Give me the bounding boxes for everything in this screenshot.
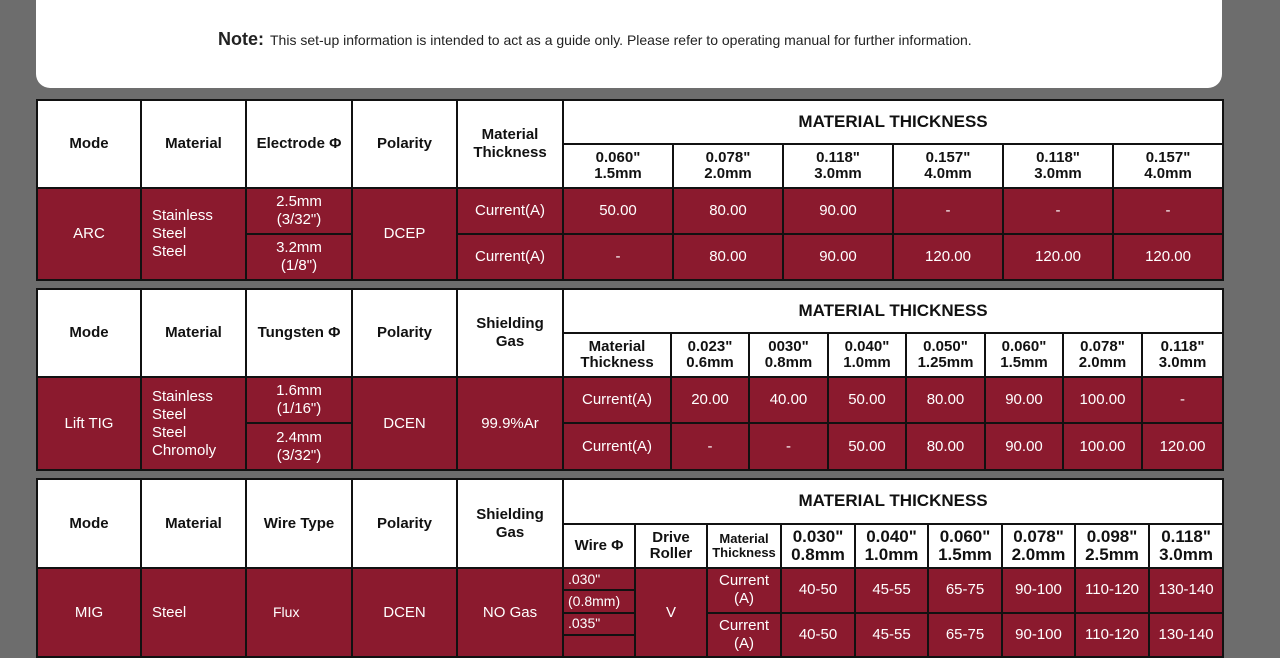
- current-value: 50.00: [828, 377, 906, 423]
- header-material-thickness: Material Thickness: [457, 100, 563, 188]
- current-value: -: [893, 188, 1003, 234]
- thickness-header: 0.040" 1.0mm: [828, 333, 906, 377]
- thickness-header: 0030" 0.8mm: [749, 333, 828, 377]
- current-value: -: [1113, 188, 1223, 234]
- current-value: 50.00: [563, 188, 673, 234]
- thickness-header: 0.023" 0.6mm: [671, 333, 749, 377]
- current-value: 20.00: [671, 377, 749, 423]
- thickness-header: 0.118" 3.0mm: [1003, 144, 1113, 188]
- thickness-header: 0.157" 4.0mm: [893, 144, 1003, 188]
- header-polarity: Polarity: [352, 289, 457, 377]
- current-value: -: [749, 423, 828, 470]
- header-mode: Mode: [37, 289, 141, 377]
- current-value: 130-140: [1149, 568, 1223, 613]
- current-value: 45-55: [855, 568, 928, 613]
- sub-header-wire: Wire Φ: [563, 524, 635, 569]
- current-value: 50.00: [828, 423, 906, 470]
- current-value: 40-50: [781, 613, 855, 658]
- thickness-header: 0.040" 1.0mm: [855, 524, 928, 569]
- tungsten-cell: 2.4mm (3/32"): [246, 423, 352, 470]
- electrode-cell: 3.2mm (1/8"): [246, 234, 352, 280]
- polarity-cell: DCEP: [352, 188, 457, 280]
- wire-diameter-cell: .030": [563, 568, 635, 590]
- current-value: 90.00: [783, 234, 893, 280]
- current-value: 120.00: [1003, 234, 1113, 280]
- header-polarity: Polarity: [352, 100, 457, 188]
- header-thickness-title: MATERIAL THICKNESS: [563, 100, 1223, 144]
- current-label: Current (A): [707, 568, 781, 613]
- header-polarity: Polarity: [352, 479, 457, 568]
- current-value: 90-100: [1002, 568, 1075, 613]
- current-label: Current(A): [457, 188, 563, 234]
- wire-type-cell: Flux: [246, 568, 352, 657]
- material-cell: Stainless Steel Steel Chromoly: [141, 377, 246, 470]
- header-thickness-title: MATERIAL THICKNESS: [563, 289, 1223, 333]
- thickness-header: 0.060" 1.5mm: [928, 524, 1002, 569]
- header-tungsten: Tungsten Φ: [246, 289, 352, 377]
- material-cell: Stainless Steel Steel: [141, 188, 246, 280]
- polarity-cell: DCEN: [352, 377, 457, 470]
- gas-cell: 99.9%Ar: [457, 377, 563, 470]
- mode-cell: ARC: [37, 188, 141, 280]
- thickness-header: 0.098" 2.5mm: [1075, 524, 1149, 569]
- current-value: 100.00: [1063, 377, 1142, 423]
- thickness-header: 0.078" 2.0mm: [673, 144, 783, 188]
- current-value: 90.00: [985, 377, 1063, 423]
- current-label: Current(A): [457, 234, 563, 280]
- mig-settings-table: [36, 478, 1224, 658]
- tig-settings-table: [36, 288, 1224, 471]
- header-mode: Mode: [37, 100, 141, 188]
- current-value: 100.00: [1063, 423, 1142, 470]
- current-value: 90.00: [985, 423, 1063, 470]
- header-thickness-title: MATERIAL THICKNESS: [563, 479, 1223, 524]
- current-value: 90.00: [783, 188, 893, 234]
- mode-cell: MIG: [37, 568, 141, 657]
- current-value: 65-75: [928, 613, 1002, 658]
- header-wire-type: Wire Type: [246, 479, 352, 568]
- electrode-cell: 2.5mm (3/32"): [246, 188, 352, 234]
- thickness-header: 0.118" 3.0mm: [1149, 524, 1223, 569]
- thickness-header: 0.060" 1.5mm: [563, 144, 673, 188]
- polarity-cell: DCEN: [352, 568, 457, 657]
- header-material: Material: [141, 100, 246, 188]
- header-material: Material: [141, 289, 246, 377]
- header-shielding-gas: Shielding Gas: [457, 479, 563, 568]
- note-card: [36, 0, 1222, 88]
- note-text: This set-up information is intended to act as a guide only. Please refer to operating manual for further information.: [270, 32, 972, 48]
- current-label: Current(A): [563, 377, 671, 423]
- current-value: -: [1142, 377, 1223, 423]
- current-value: 90-100: [1002, 613, 1075, 658]
- sub-header-drive-roller: Drive Roller: [635, 524, 707, 569]
- setup-note: [218, 29, 972, 50]
- drive-roller-cell: V: [635, 568, 707, 657]
- thickness-header: 0.157" 4.0mm: [1113, 144, 1223, 188]
- tungsten-cell: 1.6mm (1/16"): [246, 377, 352, 423]
- current-value: 40-50: [781, 568, 855, 613]
- sub-header-material-thickness: Material Thickness: [563, 333, 671, 377]
- current-label: Current(A): [563, 423, 671, 470]
- current-value: 80.00: [673, 234, 783, 280]
- current-value: -: [1003, 188, 1113, 234]
- sub-header-material-thickness: Material Thickness: [707, 524, 781, 569]
- current-value: 45-55: [855, 613, 928, 658]
- current-value: 130-140: [1149, 613, 1223, 658]
- thickness-header: 0.078" 2.0mm: [1002, 524, 1075, 569]
- current-value: 65-75: [928, 568, 1002, 613]
- current-value: 120.00: [1113, 234, 1223, 280]
- current-value: -: [563, 234, 673, 280]
- thickness-header: 0.118" 3.0mm: [1142, 333, 1223, 377]
- thickness-header: 0.118" 3.0mm: [783, 144, 893, 188]
- header-mode: Mode: [37, 479, 141, 568]
- current-value: 120.00: [893, 234, 1003, 280]
- thickness-header: 0.030" 0.8mm: [781, 524, 855, 569]
- wire-diameter-cell: (0.8mm): [563, 590, 635, 612]
- current-value: 110-120: [1075, 568, 1149, 613]
- current-value: 80.00: [906, 423, 985, 470]
- current-value: 110-120: [1075, 613, 1149, 658]
- wire-diameter-cell: [563, 635, 635, 657]
- note-label: Note:: [218, 29, 264, 49]
- current-value: 80.00: [673, 188, 783, 234]
- current-value: -: [671, 423, 749, 470]
- current-value: 80.00: [906, 377, 985, 423]
- material-cell: Steel: [141, 568, 246, 657]
- wire-diameter-cell: .035": [563, 613, 635, 635]
- arc-settings-table: [36, 99, 1224, 281]
- header-material: Material: [141, 479, 246, 568]
- thickness-header: 0.060" 1.5mm: [985, 333, 1063, 377]
- current-label: Current (A): [707, 613, 781, 658]
- mode-cell: Lift TIG: [37, 377, 141, 470]
- header-electrode: Electrode Φ: [246, 100, 352, 188]
- thickness-header: 0.078" 2.0mm: [1063, 333, 1142, 377]
- thickness-header: 0.050" 1.25mm: [906, 333, 985, 377]
- gas-cell: NO Gas: [457, 568, 563, 657]
- header-shielding-gas: Shielding Gas: [457, 289, 563, 377]
- current-value: 120.00: [1142, 423, 1223, 470]
- current-value: 40.00: [749, 377, 828, 423]
